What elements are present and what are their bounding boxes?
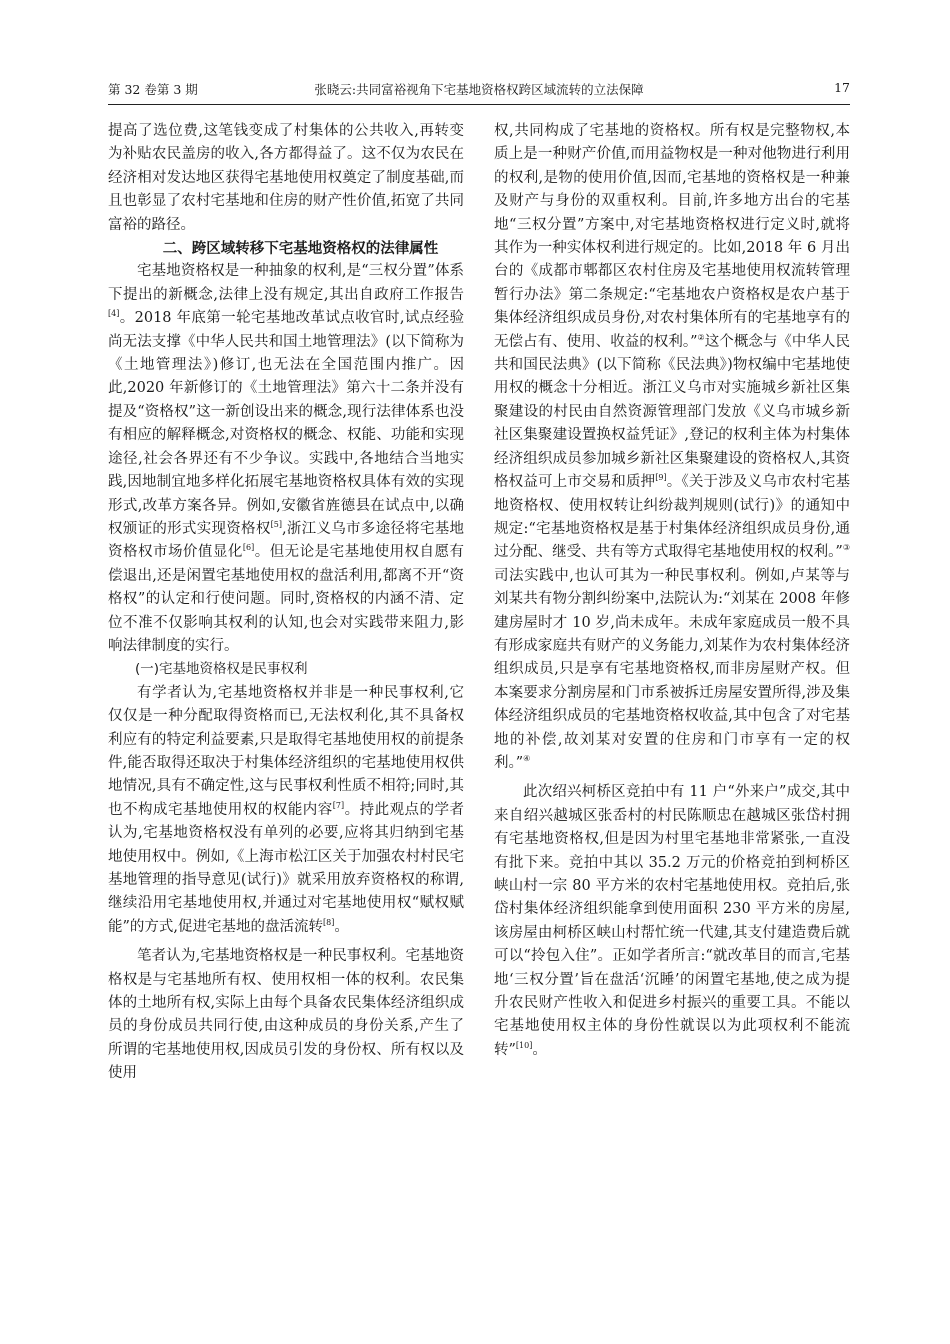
section-heading: 二、跨区域转移下宅基地资格权的法律属性 (162, 240, 439, 258)
header-rule (108, 104, 850, 105)
running-header (108, 80, 850, 102)
paragraph: 宅基地资格权是一种抽象的权利,是“三权分置”体系下提出的新概念,法律上没有规定,其出自政府工作报告[4]。2018 年底第一轮宅基地改革试点收官时,试点经验尚无法支撑《中华人民共和国土地管理法》(以下简称为《土地管理法》)修订,也无法在全国范围内推广。因此,2020 年新修订的《土地管理法》第六十二条并没有提及“资格权”这一新创设出来的概念,现行法律体系也没有相应的解释概念,对资格权的概念、权能、功能和实现途径,社会各界还有不少争议。实践中,各地结合当地实践,因地制宜地多样化拓展宅基地资格权具体有效的实现形式,改革方案各异。例如,安徽省旌德县在试点中,以确权颁证的形式实现资格权[5],浙江义乌市多途径将宅基地资格权市场价值显化[6]。但无论是宅基地使用权自愿有偿退出,还是闲置宅基地使用权的盘活利用,都离不开“资格权”的认定和行使问题。同时,资格权的内涵不清、定位不准不仅影响其权利的认知,也会对实践带来阻力,影响法律制度的实行。 (108, 263, 465, 654)
subsection-heading: (一)宅基地资格权是民事权利 (135, 661, 308, 678)
paragraph: 提高了选位费,这笔钱变成了村集体的公共收入,再转变为补贴农民盖房的收入,各方都得益了。这不仅为农民在经济相对发达地区获得宅基地使用权奠定了制度基础,而且也彰显了农村宅基地和住房的财产性价值,拓宽了共同富裕的路径。 (108, 123, 464, 233)
citation: [9] (655, 473, 667, 483)
footnote-mark: ② (697, 332, 705, 342)
paragraph: 此次绍兴柯桥区竞拍中有 11 户“外来户”成交,其中来自绍兴越城区张岙村的村民陈顺忠在越城区张岱村拥有宅基地资格权,但是因为村里宅基地非常紧张,一直没有批下来。竞拍中其以 35.2 万元的价格竞拍到柯桥区峡山村一宗 80 平方米的农村宅基地使用权。竞拍后,张岱村集体经济组织能拿到使用面积 230 平方米的房屋,该房屋由柯桥区峡山村帮忙统一代建,其支付建造费后就可以“拎包入住”。正如学者所言:“就改革目的而言,宅基地‘三权分置’旨在盘活‘沉睡’的闲置宅基地,使之成为提升农民财产性收入和促进乡村振兴的重要工具。不能以宅基地使用权主体的身份性就误以为此项权利不能流转”[10]。 (494, 784, 850, 1058)
citation: [10] (515, 1041, 533, 1051)
citation: [8] (323, 917, 335, 927)
running-title: 张晓云:共同富裕视角下宅基地资格权跨区域流转的立法保障 (314, 82, 644, 97)
footnote-mark: ③ (842, 543, 850, 553)
paragraph: 笔者认为,宅基地资格权是一种民事权利。宅基地资格权是与宅基地所有权、使用权相一体的权利。农民集体的土地所有权,实际上由每个具备农民集体经济组织成员的身份成员共同行使,由这种成员的身份关系,产生了所谓的宅基地使用权,因成员引发的身份权、所有权以及使用 (108, 948, 464, 1082)
citation: [7] (332, 800, 345, 810)
left-column (108, 120, 464, 1086)
citation: [6] (242, 543, 255, 553)
journal-volume: 第 32 卷第 3 期 (108, 82, 198, 97)
right-column (494, 120, 850, 1062)
paragraph: 权,共同构成了宅基地的资格权。所有权是完整物权,本质上是一种财产价值,而用益物权是一种对他物进行利用的权利,是物的使用价值,因而,宅基地的资格权是一种兼及财产与身份的双重权利。目前,许多地方出台的宅基地“三权分置”方案中,对宅基地资格权进行定义时,就将其作为一种实体权利进行规定的。比如,2018 年 6 月出台的《成都市郫都区农村住房及宅基地使用权流转管理暂行办法》第二条规定:“宅基地农户资格权是农户基于集体经济组织成员身份,对农村集体所有的宅基地享有的无偿占有、使用、收益的权利。”②这个概念与《中华人民共和国民法典》(以下简称《民法典》)物权编中宅基地使用权的概念十分相近。浙江义乌市对实施城乡新社区集聚建设的村民由自然资源管理部门发放《义乌市城乡新社区集聚建设置换权益凭证》,登记的权利主体为村集体经济组织成员参加城乡新社区集聚建设的资格权人,其资格权益可上市交易和质押[9]。《关于涉及义乌市农村宅基地资格权、使用权转让纠纷裁判规则(试行)》的通知中规定:“宅基地资格权是基于村集体经济组织成员身份,通过分配、继受、共有等方式取得宅基地使用权的权利。”③司法实践中,也认可其为一种民事权利。例如,卢某等与刘某共有物分割纠纷案中,法院认为:“刘某在 2008 年修建房屋时才 10 岁,尚未成年。未成年家庭成员一般不具有形成家庭共有财产的义务能力,刘某作为农村集体经济组织成员,只是享有宅基地资格权,而非房屋财产权。但本案要求分割房屋和门市系被拆迁房屋安置所得,涉及集体经济组织成员的宅基地资格权收益,其中包含了对宅基地的补偿,故刘某对安置的住房和门市享有一定的权利。”④ (494, 123, 851, 771)
citation: [4] (108, 309, 120, 319)
footnote-mark: ④ (523, 754, 531, 764)
citation: [5] (270, 520, 282, 530)
paragraph: 有学者认为,宅基地资格权并非是一种民事权利,它仅仅是一种分配取得资格而已,无法权利化,其不具备权利应有的特定利益要素,只是取得宅基地使用权的前提条件,能否取得还取决于村集体经济组织的宅基地使用权供地情况,具有不确定性,这与民事权利性质不相符;同时,其也不构成宅基地使用权的权能内容[7]。持此观点的学者认为,宅基地资格权没有单列的必要,应将其归纳到宅基地使用权中。例如,《上海市松江区关于加强农村村民宅基地管理的指导意见(试行)》就采用放弃资格权的称谓,继续沿用宅基地使用权,并通过对宅基地使用权“赋权赋能”的方式,促进宅基地的盘活流转[8]。 (108, 684, 465, 935)
page-number: 17 (834, 80, 850, 95)
